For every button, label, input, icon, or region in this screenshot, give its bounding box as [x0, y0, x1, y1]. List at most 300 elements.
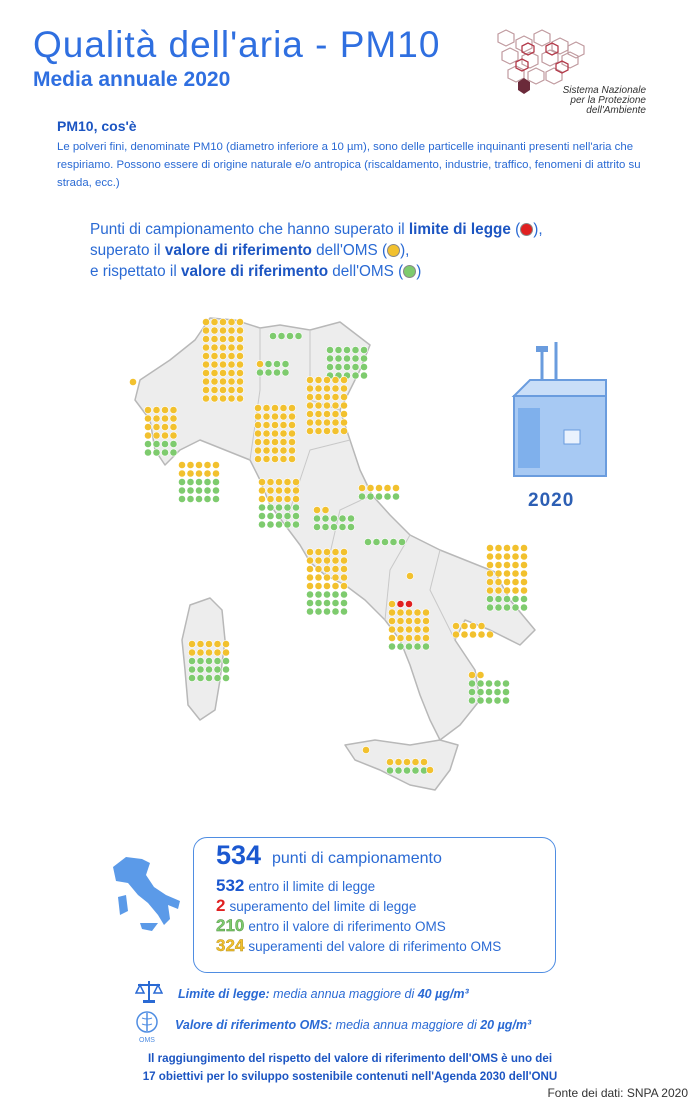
- yellow-station-dot: [228, 352, 235, 359]
- yellow-station-dot: [332, 557, 339, 564]
- green-station-dot: [313, 515, 320, 522]
- yellow-station-dot: [452, 631, 459, 638]
- yellow-station-dot: [323, 419, 330, 426]
- yellow-station-dot: [306, 548, 313, 555]
- yellow-station-dot: [495, 570, 502, 577]
- yellow-station-dot: [161, 415, 168, 422]
- legend-line-red: Punti di campionamento che hanno superato il limite di legge ( ),: [90, 221, 543, 238]
- yellow-station-dot: [228, 395, 235, 402]
- yellow-station-dot: [144, 406, 151, 413]
- yellow-station-dot: [219, 378, 226, 385]
- green-station-dot: [343, 355, 350, 362]
- green-station-dot: [222, 657, 229, 664]
- yellow-station-dot: [271, 413, 278, 420]
- yellow-station-dot: [153, 423, 160, 430]
- green-station-dot: [468, 680, 475, 687]
- yellow-station-dot: [263, 421, 270, 428]
- yellow-station-dot: [520, 561, 527, 568]
- station-dot-group: [129, 378, 136, 385]
- yellow-station-dot: [161, 406, 168, 413]
- green-station-dot: [486, 595, 493, 602]
- yellow-station-dot: [420, 758, 427, 765]
- yellow-station-dot: [153, 415, 160, 422]
- yellow-station-dot: [258, 478, 265, 485]
- yellow-station-dot: [461, 622, 468, 629]
- yellow-station-dot: [315, 385, 322, 392]
- yellow-station-dot: [228, 335, 235, 342]
- green-station-dot: [367, 493, 374, 500]
- yellow-station-dot: [288, 438, 295, 445]
- summary-value: 324: [216, 936, 245, 955]
- green-station-dot: [360, 372, 367, 379]
- yellow-station-dot: [170, 415, 177, 422]
- yellow-station-dot: [254, 404, 261, 411]
- yellow-station-dot: [315, 410, 322, 417]
- yellow-station-dot: [323, 393, 330, 400]
- green-station-dot: [360, 363, 367, 370]
- yellow-station-dot: [178, 470, 185, 477]
- definition-oms: Valore di riferimento OMS: media annua maggiore di 20 µg/m³: [175, 1018, 532, 1032]
- monitoring-station-icon: [500, 340, 620, 480]
- yellow-station-dot: [144, 432, 151, 439]
- green-station-dot: [204, 478, 211, 485]
- yellow-station-dot: [486, 570, 493, 577]
- green-station-dot: [153, 440, 160, 447]
- legend-line-green: e rispettato il valore di riferimento dell'OMS ( ): [90, 263, 422, 280]
- sdg-goal-note: Il raggiungimento del rispetto del valore di riferimento dell'OMS è uno dei 17 obiettivi per lo sviluppo sostenibile contenuti nell'Agenda 2030 dell'ONU: [142, 1052, 558, 1083]
- yellow-station-dot: [275, 487, 282, 494]
- green-station-dot: [512, 595, 519, 602]
- green-station-dot: [339, 515, 346, 522]
- yellow-station-dot: [219, 344, 226, 351]
- red-station-dot: [405, 600, 412, 607]
- yellow-station-dot: [414, 634, 421, 641]
- yellow-station-dot: [362, 746, 369, 753]
- yellow-station-dot: [315, 427, 322, 434]
- yellow-station-dot: [405, 617, 412, 624]
- yellow-station-dot: [461, 631, 468, 638]
- yellow-station-dot: [520, 553, 527, 560]
- green-station-dot: [343, 363, 350, 370]
- yellow-station-dot: [412, 758, 419, 765]
- green-station-dot: [364, 538, 371, 545]
- yellow-station-dot: [323, 376, 330, 383]
- yellow-station-dot: [486, 631, 493, 638]
- green-station-dot: [273, 369, 280, 376]
- summary-box: [193, 837, 556, 973]
- summary-row: [216, 936, 501, 956]
- yellow-station-dot: [315, 376, 322, 383]
- yellow-station-dot: [280, 455, 287, 462]
- yellow-station-dot: [205, 640, 212, 647]
- green-station-dot: [275, 521, 282, 528]
- green-station-dot: [205, 657, 212, 664]
- green-station-dot: [315, 591, 322, 598]
- green-station-dot: [306, 591, 313, 598]
- green-station-dot: [275, 504, 282, 511]
- yellow-station-dot: [306, 410, 313, 417]
- green-station-dot: [178, 487, 185, 494]
- yellow-station-dot: [258, 495, 265, 502]
- yellow-station-dot: [340, 385, 347, 392]
- green-station-dot: [258, 504, 265, 511]
- yellow-station-dot: [280, 430, 287, 437]
- yellow-station-dot: [267, 487, 274, 494]
- yellow-station-dot: [211, 386, 218, 393]
- yellow-station-dot: [263, 413, 270, 420]
- yellow-station-dot: [236, 335, 243, 342]
- green-station-dot: [214, 657, 221, 664]
- logo-text: Sistema Nazionale per la Protezione dell'Ambiente: [562, 85, 646, 116]
- green-station-dot: [340, 608, 347, 615]
- summary-row: [216, 876, 375, 896]
- green-station-dot: [256, 369, 263, 376]
- yellow-station-dot: [197, 640, 204, 647]
- green-station-dot: [188, 657, 195, 664]
- summary-row: [216, 896, 416, 916]
- yellow-station-dot: [323, 557, 330, 564]
- yellow-station-dot: [271, 430, 278, 437]
- green-station-dot: [178, 495, 185, 502]
- green-station-dot: [315, 599, 322, 606]
- green-station-dot: [205, 674, 212, 681]
- green-station-dot: [187, 495, 194, 502]
- yellow-station-dot: [503, 587, 510, 594]
- yellow-station-dot: [306, 557, 313, 564]
- svg-text:OMS: OMS: [139, 1037, 155, 1044]
- yellow-station-dot: [414, 609, 421, 616]
- green-station-dot: [265, 369, 272, 376]
- yellow-station-dot: [332, 410, 339, 417]
- yellow-station-dot: [512, 578, 519, 585]
- yellow-station-dot: [211, 318, 218, 325]
- summary-label: superamento del limite di legge: [229, 899, 417, 914]
- yellow-station-dot: [236, 378, 243, 385]
- dot-legend: [90, 219, 650, 282]
- green-station-dot: [502, 688, 509, 695]
- yellow-station-dot: [144, 415, 151, 422]
- yellow-station-dot: [322, 506, 329, 513]
- summary-value: 2: [216, 896, 226, 915]
- green-station-dot: [144, 449, 151, 456]
- yellow-station-dot: [306, 582, 313, 589]
- yellow-station-dot: [503, 544, 510, 551]
- yellow-station-dot: [323, 427, 330, 434]
- italy-mini-icon: [108, 853, 186, 933]
- green-station-dot: [495, 604, 502, 611]
- green-station-dot: [332, 599, 339, 606]
- yellow-station-dot: [280, 438, 287, 445]
- green-station-dot: [265, 360, 272, 367]
- green-station-dot: [284, 512, 291, 519]
- yellow-station-dot: [258, 487, 265, 494]
- yellow-station-dot: [202, 395, 209, 402]
- yellow-station-dot: [236, 386, 243, 393]
- yellow-station-dot: [306, 402, 313, 409]
- yellow-station-dot: [153, 432, 160, 439]
- green-station-dot: [347, 515, 354, 522]
- green-station-dot: [284, 504, 291, 511]
- yellow-station-dot: [414, 626, 421, 633]
- green-station-dot: [284, 521, 291, 528]
- yellow-station-dot: [202, 386, 209, 393]
- yellow-station-dot: [280, 447, 287, 454]
- yellow-station-dot: [271, 404, 278, 411]
- yellow-station-dot: [520, 544, 527, 551]
- yellow-station-dot: [129, 378, 136, 385]
- green-station-dot: [486, 604, 493, 611]
- green-station-dot: [295, 332, 302, 339]
- yellow-station-dot: [211, 369, 218, 376]
- green-station-dot: [386, 767, 393, 774]
- yellow-station-dot: [254, 447, 261, 454]
- green-station-dot: [335, 363, 342, 370]
- green-station-dot: [330, 523, 337, 530]
- yellow-station-dot: [263, 404, 270, 411]
- yellow-station-dot: [222, 649, 229, 656]
- summary-row: [216, 916, 446, 936]
- yellow-station-dot: [405, 634, 412, 641]
- yellow-station-dot: [219, 369, 226, 376]
- yellow-station-dot: [332, 385, 339, 392]
- green-station-dot: [323, 599, 330, 606]
- yellow-station-dot: [212, 470, 219, 477]
- yellow-station-dot: [340, 582, 347, 589]
- scale-icon: [135, 978, 163, 1004]
- yellow-station-dot: [219, 327, 226, 334]
- green-station-dot: [335, 346, 342, 353]
- green-station-dot: [267, 504, 274, 511]
- green-station-dot: [494, 688, 501, 695]
- yellow-station-dot: [306, 565, 313, 572]
- green-station-dot: [360, 355, 367, 362]
- red-station-dot: [397, 600, 404, 607]
- green-station-dot: [468, 688, 475, 695]
- yellow-station-dot: [332, 574, 339, 581]
- yellow-station-dot: [340, 548, 347, 555]
- yellow-station-dot: [267, 495, 274, 502]
- page-subtitle: Media annuale 2020: [33, 68, 231, 91]
- yellow-station-dot: [397, 626, 404, 633]
- green-station-dot: [269, 332, 276, 339]
- green-station-dot: [326, 363, 333, 370]
- yellow-station-dot: [211, 335, 218, 342]
- green-station-dot: [347, 523, 354, 530]
- yellow-station-dot: [292, 478, 299, 485]
- yellow-station-dot: [212, 461, 219, 468]
- yellow-station-dot: [271, 447, 278, 454]
- green-station-dot: [195, 478, 202, 485]
- green-station-dot: [326, 346, 333, 353]
- yellow-station-dot: [340, 410, 347, 417]
- yellow-station-dot: [315, 393, 322, 400]
- intro-body: Le polveri fini, denominate PM10 (diametro inferiore a 10 µm), sono delle particelle inquinanti presenti nell'aria che respiriamo. Possono essere di origine naturale e/o antropica (riscaldamento, industrie, traffico, fenomeni di attrito su strada, ecc.): [57, 141, 641, 189]
- green-station-dot: [520, 595, 527, 602]
- yellow-station-dot: [486, 553, 493, 560]
- sicily-shape: [345, 740, 458, 790]
- station-year: 2020: [528, 490, 575, 511]
- yellow-station-dot: [397, 617, 404, 624]
- yellow-station-dot: [284, 478, 291, 485]
- yellow-station-dot: [170, 432, 177, 439]
- green-station-dot: [278, 332, 285, 339]
- yellow-station-dot: [332, 402, 339, 409]
- green-station-dot: [222, 674, 229, 681]
- green-station-dot: [405, 643, 412, 650]
- green-station-dot: [403, 767, 410, 774]
- yellow-station-dot: [271, 438, 278, 445]
- yellow-station-dot: [486, 587, 493, 594]
- green-station-dot: [375, 493, 382, 500]
- yellow-station-dot: [397, 634, 404, 641]
- yellow-station-dot: [202, 344, 209, 351]
- yellow-station-dot: [520, 587, 527, 594]
- yellow-station-dot: [271, 455, 278, 462]
- yellow-station-dot: [332, 582, 339, 589]
- yellow-station-dot: [254, 421, 261, 428]
- yellow-station-dot: [197, 649, 204, 656]
- green-station-dot: [422, 643, 429, 650]
- yellow-station-dot: [219, 395, 226, 402]
- green-station-dot: [468, 697, 475, 704]
- green-station-dot: [222, 666, 229, 673]
- green-station-dot: [485, 688, 492, 695]
- yellow-station-dot: [340, 376, 347, 383]
- green-station-dot: [188, 666, 195, 673]
- green-station-dot: [187, 487, 194, 494]
- yellow-station-dot: [323, 565, 330, 572]
- yellow-station-dot: [367, 484, 374, 491]
- yellow-station-dot: [340, 427, 347, 434]
- green-station-dot: [195, 487, 202, 494]
- yellow-station-dot: [211, 361, 218, 368]
- yellow-station-dot: [323, 548, 330, 555]
- summary-label: entro il limite di legge: [248, 879, 376, 894]
- yellow-station-dot: [323, 582, 330, 589]
- green-station-dot: [352, 355, 359, 362]
- yellow-station-dot: [323, 410, 330, 417]
- green-station-dot: [258, 521, 265, 528]
- yellow-station-dot: [188, 649, 195, 656]
- yellow-station-dot: [284, 495, 291, 502]
- yellow-station-dot: [414, 617, 421, 624]
- yellow-station-dot: [211, 395, 218, 402]
- yellow-station-dot: [202, 318, 209, 325]
- green-station-dot: [323, 591, 330, 598]
- green-station-dot: [392, 493, 399, 500]
- yellow-station-dot: [332, 427, 339, 434]
- green-station-dot: [373, 538, 380, 545]
- yellow-station-dot: [202, 352, 209, 359]
- green-station-dot: [395, 767, 402, 774]
- green-station-dot: [412, 767, 419, 774]
- yellow-station-dot: [315, 574, 322, 581]
- yellow-station-dot: [204, 470, 211, 477]
- yellow-station-dot: [332, 565, 339, 572]
- yellow-station-dot: [478, 622, 485, 629]
- definition-limit: Limite di legge: media annua maggiore di 40 µg/m³: [178, 987, 469, 1001]
- green-station-dot: [286, 332, 293, 339]
- yellow-station-dot: [254, 430, 261, 437]
- yellow-station-dot: [315, 565, 322, 572]
- yellow-station-dot: [313, 506, 320, 513]
- yellow-station-dot: [486, 578, 493, 585]
- total-label: punti di campionamento: [272, 850, 442, 867]
- green-station-dot: [360, 346, 367, 353]
- red-dot-icon: [520, 223, 533, 236]
- yellow-station-dot: [388, 617, 395, 624]
- yellow-station-dot: [323, 402, 330, 409]
- green-station-dot: [161, 440, 168, 447]
- green-station-dot: [495, 595, 502, 602]
- green-station-dot: [352, 346, 359, 353]
- summary-label: entro il valore di riferimento OMS: [248, 919, 446, 934]
- intro-title: PM10, cos'è: [57, 118, 137, 134]
- yellow-station-dot: [228, 344, 235, 351]
- yellow-station-dot: [340, 565, 347, 572]
- yellow-station-dot: [386, 758, 393, 765]
- yellow-dot-icon: [387, 244, 400, 257]
- green-station-dot: [205, 666, 212, 673]
- green-station-dot: [267, 512, 274, 519]
- yellow-station-dot: [275, 495, 282, 502]
- yellow-station-dot: [495, 553, 502, 560]
- green-station-dot: [477, 680, 484, 687]
- green-station-dot: [335, 355, 342, 362]
- yellow-station-dot: [271, 421, 278, 428]
- yellow-station-dot: [161, 423, 168, 430]
- yellow-station-dot: [469, 631, 476, 638]
- green-station-dot: [323, 608, 330, 615]
- green-station-dot: [339, 523, 346, 530]
- green-station-dot: [520, 604, 527, 611]
- yellow-station-dot: [315, 402, 322, 409]
- yellow-station-dot: [284, 487, 291, 494]
- yellow-station-dot: [214, 640, 221, 647]
- station-dot-group: [178, 461, 219, 502]
- green-station-dot: [340, 591, 347, 598]
- yellow-station-dot: [512, 587, 519, 594]
- yellow-station-dot: [306, 574, 313, 581]
- total-count: 534: [216, 840, 262, 870]
- green-station-dot: [322, 515, 329, 522]
- yellow-station-dot: [236, 344, 243, 351]
- yellow-station-dot: [170, 423, 177, 430]
- yellow-station-dot: [332, 393, 339, 400]
- yellow-station-dot: [228, 386, 235, 393]
- station-dot-group: [426, 766, 433, 773]
- yellow-station-dot: [495, 561, 502, 568]
- yellow-station-dot: [236, 395, 243, 402]
- green-dot-icon: [403, 265, 416, 278]
- yellow-station-dot: [388, 626, 395, 633]
- green-station-dot: [502, 680, 509, 687]
- green-station-dot: [197, 674, 204, 681]
- yellow-station-dot: [219, 352, 226, 359]
- green-station-dot: [195, 495, 202, 502]
- green-station-dot: [292, 521, 299, 528]
- green-station-dot: [188, 674, 195, 681]
- yellow-station-dot: [422, 617, 429, 624]
- green-station-dot: [204, 495, 211, 502]
- green-station-dot: [292, 512, 299, 519]
- green-station-dot: [388, 643, 395, 650]
- yellow-station-dot: [288, 447, 295, 454]
- yellow-station-dot: [384, 484, 391, 491]
- yellow-station-dot: [228, 369, 235, 376]
- green-station-dot: [398, 538, 405, 545]
- yellow-station-dot: [323, 385, 330, 392]
